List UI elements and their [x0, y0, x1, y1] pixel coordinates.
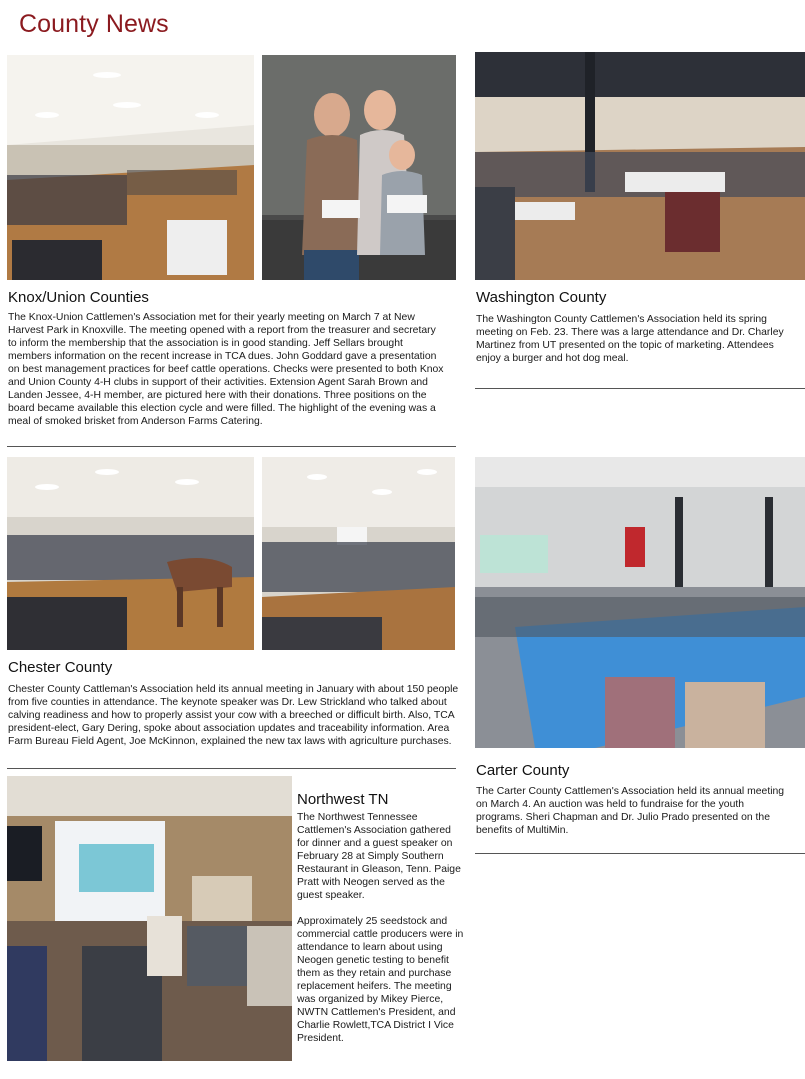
northwest-paragraph-2: Approximately 25 seedstock and commercial cattle producers were in attendance to learn about using Neogen genetic testing to benefit them as they retain and purchase replacement heifers. The meeting was organized by Mikey Pierce, NWTN Cattlemen's President, and Charlie Rowlett,TCA District I Vice President.: [297, 916, 464, 1044]
northwest-paragraph-1: The Northwest Tennessee Cattlemen's Association gathered for dinner and a guest speaker on February 28 at Simply Southern Restaurant in Gleason, Tenn. Paige Pratt with Neogen served as the guest speaker.: [297, 812, 461, 901]
northwest-heading: Northwest TN: [297, 791, 389, 808]
knox-union-heading: Knox/Union Counties: [8, 289, 149, 306]
knox-union-body: The Knox-Union Cattlemen's Association met for their yearly meeting on March 7 at New Harvest Park in Knoxville. The meeting opened with a report from the treasurer and secretary to inform the membership that the association is in good standing. Jeff Sellars brought members information on the recent increase in TCA dues. John Goddard gave a presentation on best management practices for beef cattle operations. Checks were presented to both Knox and Union County 4-H clubs in support of their activities. Extension Agent Sarah Brown and Landen Jessee, 4-H member, are pictured here with their donations. Three positions on the board became available this election cycle and were filled. The highlight of the evening was a meal of smoked brisket from Anderson Farms Catering.: [8, 312, 444, 427]
knox-union-divider: [7, 446, 456, 447]
northwest-restaurant-photo: [7, 776, 292, 1061]
chester-body: Chester County Cattleman's Association held its annual meeting in January with about 150 people from five counties in attendance. The keynote speaker was Dr. Lew Strickland who talked about calving readiness and how to properly assist your cow with a breeched or difficult birth. Also, TCA president-elect, Gary Dering, spoke about association updates and traceability information. Area Farm Bureau Field Agent, Joe McKinnon, explained the new tax laws with agriculture purchases.: [8, 684, 459, 747]
washington-body: The Washington County Cattlemen's Association held its spring meeting on Feb. 23. There was a large attendance and Dr. Charley Martinez from UT presented on the topic of marketing. Attendees enjoy a burger and hot dog meal.: [476, 314, 784, 364]
chester-hall-cow-photo: [7, 457, 254, 650]
carter-heading: Carter County: [476, 762, 570, 779]
chester-divider: [7, 768, 456, 769]
page-title: County News: [19, 10, 169, 38]
chester-heading: Chester County: [8, 659, 113, 676]
knox-union-donation-photo: [262, 55, 456, 280]
carter-divider: [475, 853, 805, 854]
northwest-body: [297, 811, 465, 1058]
washington-hall-photo: [475, 52, 805, 280]
carter-body: The Carter County Cattlemen's Association held its annual meeting on March 4. An auction was held to fundraise for the youth programs. Sheri Chapman and Dr. Julio Prado presented on the benefits of MultiMin.: [476, 786, 785, 836]
knox-union-hall-photo: [7, 55, 254, 280]
chester-hall-crowd-photo: [262, 457, 455, 650]
carter-hall-photo: [475, 457, 805, 748]
washington-divider: [475, 388, 805, 389]
washington-heading: Washington County: [476, 289, 607, 306]
